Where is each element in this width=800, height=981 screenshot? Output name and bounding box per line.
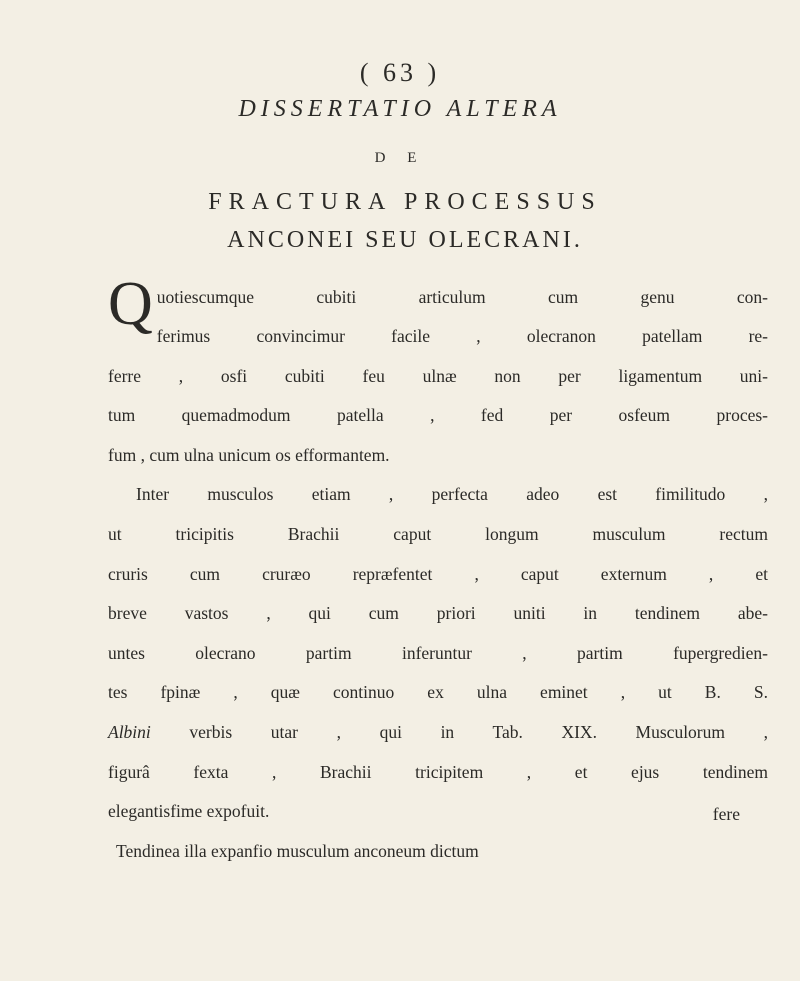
title-dissertatio-altera: DISSERTATIO ALTERA [238,96,562,122]
text-line: breve vastos , qui cum priori uniti in tendinem abe- [108,603,768,624]
text-line: Tendinea illa expanfio musculum anconeum dictum [116,840,479,861]
text-line: Inter musculos etiam , perfecta adeo est fimilitudo , [136,484,768,505]
body-text [108,270,768,871]
text-line-content: verbis utar , qui in Tab. XIX. Musculorum , [150,721,768,742]
paragraph-1 [108,270,768,475]
text-line: ut tricipitis Brachii caput longum musculum rectum [108,523,768,544]
title-de: D E [374,150,426,166]
catchword: fere [712,804,740,824]
text-line: cruris cum cruræo repræfentet , caput externum , et [108,563,768,584]
text-line: ferre , osfi cubiti feu ulnæ non per ligamentum uni- [108,365,768,386]
page-number: ( 63 ) [359,58,441,87]
title-anconei-seu-olecrani: ANCONEI SEU OLECRANI. [227,227,583,253]
text-line: tes fpinæ , quæ continuo ex ulna eminet , ut B. S. [108,682,768,703]
drop-cap: Q [108,270,153,338]
text-line: elegantisfime expofuit. [108,801,270,822]
text-line [108,713,768,753]
paragraph-2 [108,475,768,831]
text-line: ferimus convincimur facile , olecranon patellam re- [156,326,768,346]
paragraph-3 [108,832,768,872]
text-line: fum , cum ulna unicum os efformantem. [108,444,390,465]
text-line: figurâ fexta , Brachii tricipitem , et ejus tendinem [108,761,768,782]
text-line: tum quemadmodum patella , fed per osfeum proces- [108,405,768,426]
text-line: untes olecrano partim inferuntur , partim fupergredien- [108,642,768,663]
text-line-content: uotiescumque cubiti articulum cum genu con- [156,287,768,307]
author-name-albini: Albini [108,721,151,742]
title-fractura-processus: FRACTURA PROCESSUS [208,189,602,215]
